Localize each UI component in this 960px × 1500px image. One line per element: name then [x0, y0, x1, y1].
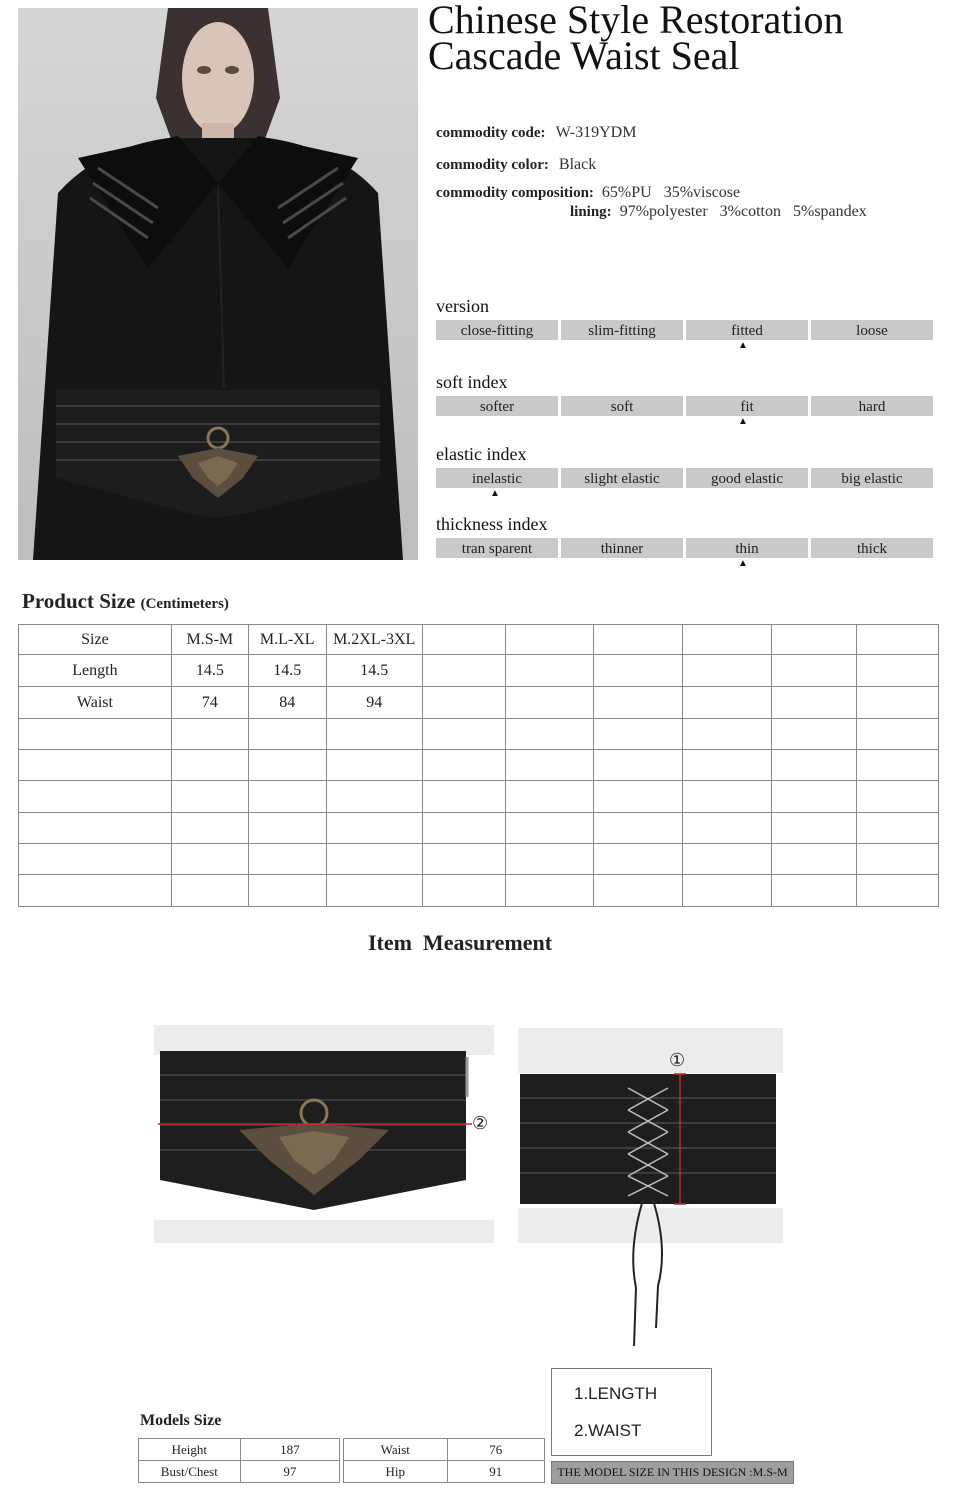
size-table-cell [248, 781, 326, 813]
model-waist-value: 76 [447, 1439, 544, 1461]
model-hip-label: Hip [344, 1461, 448, 1483]
selected-marker-icon: ▲ [738, 558, 748, 569]
commodity-composition-label: commodity composition: [436, 185, 594, 201]
models-size-table-right [343, 1438, 545, 1483]
size-table-cell [594, 719, 683, 750]
size-table-cell: 94 [326, 687, 422, 719]
selected-marker-icon: ▲ [738, 416, 748, 427]
index-bar [436, 468, 933, 488]
size-table-cell [772, 625, 857, 655]
product-size-heading [22, 589, 229, 614]
index-option: soft [561, 396, 683, 416]
size-table-cell [772, 813, 857, 844]
size-table-cell [171, 781, 248, 813]
index-soft [436, 372, 933, 427]
index-option: big elastic [811, 468, 933, 488]
size-table-cell [857, 844, 939, 875]
size-table-cell [19, 719, 172, 750]
size-table-cell [505, 687, 594, 719]
commodity-color-label: commodity color: [436, 157, 549, 173]
index-option: slight elastic [561, 468, 683, 488]
commodity-composition-row [436, 184, 740, 202]
models-size-table-left [138, 1438, 340, 1483]
size-table-row [19, 750, 939, 781]
size-table-cell: 14.5 [248, 655, 326, 687]
product-photo [18, 8, 418, 560]
size-table-cell [683, 875, 772, 907]
belt-front-image [154, 1025, 494, 1248]
size-table-cell [594, 781, 683, 813]
size-table-cell [422, 781, 505, 813]
size-table-cell [248, 719, 326, 750]
size-table-cell [19, 781, 172, 813]
size-table-cell [594, 655, 683, 687]
size-table-cell [326, 875, 422, 907]
size-table-cell: M.2XL-3XL [326, 625, 422, 655]
size-table-cell [326, 719, 422, 750]
product-title: Chinese Style Restoration Cascade Waist Seal [428, 0, 844, 78]
size-table-cell: 14.5 [171, 655, 248, 687]
index-option: thick [811, 538, 933, 558]
size-table-cell [505, 875, 594, 907]
size-table-cell [505, 625, 594, 655]
index-bar [436, 538, 933, 558]
size-table-cell [248, 875, 326, 907]
index-thickness [436, 514, 933, 569]
size-table-cell [505, 813, 594, 844]
commodity-code-label: commodity code: [436, 125, 546, 141]
item-measurement-title: Item Measurement [367, 930, 553, 955]
index-option: inelastic [436, 468, 558, 488]
size-table-cell [422, 844, 505, 875]
model-height-value: 187 [240, 1439, 339, 1461]
size-table-row [19, 687, 939, 719]
size-table-cell [683, 719, 772, 750]
size-table-cell [326, 750, 422, 781]
size-table-row [19, 625, 939, 655]
index-option: hard [811, 396, 933, 416]
size-table-cell [505, 719, 594, 750]
index-option: thin [686, 538, 808, 558]
index-bar [436, 396, 933, 416]
index-option: thinner [561, 538, 683, 558]
legend-waist: 2.WAIST [574, 1421, 642, 1440]
size-table-cell [594, 625, 683, 655]
index-option: fit [686, 396, 808, 416]
size-table-cell [422, 655, 505, 687]
size-table-cell [772, 719, 857, 750]
product-size-title: Product Size [22, 589, 136, 613]
size-table-cell: M.L-XL [248, 625, 326, 655]
index-option: close-fitting [436, 320, 558, 340]
measurement-legend [551, 1368, 712, 1456]
size-table-cell [326, 844, 422, 875]
size-table-cell [505, 655, 594, 687]
index-heading: version [436, 296, 489, 316]
index-version [436, 296, 933, 351]
callout-2-icon: ② [472, 1113, 489, 1133]
size-table-cell: 74 [171, 687, 248, 719]
size-table-row [19, 875, 939, 907]
index-option: loose [811, 320, 933, 340]
model-chest-value: 97 [240, 1461, 339, 1483]
size-table-row [19, 781, 939, 813]
size-table-cell: 84 [248, 687, 326, 719]
size-table-cell [326, 781, 422, 813]
size-table-cell [326, 813, 422, 844]
size-table-cell [857, 625, 939, 655]
size-table-cell [683, 655, 772, 687]
index-heading: soft index [436, 372, 508, 392]
index-option: good elastic [686, 468, 808, 488]
size-table-cell [422, 687, 505, 719]
models-size-title: Models Size [140, 1412, 222, 1429]
commodity-composition-value: 65%PU 35%viscose [601, 184, 741, 201]
size-table-cell [857, 875, 939, 907]
size-table-cell [857, 781, 939, 813]
size-table-cell [505, 844, 594, 875]
size-table-cell [171, 844, 248, 875]
index-option: tran sparent [436, 538, 558, 558]
size-table-cell: Length [19, 655, 172, 687]
size-table-cell: 14.5 [326, 655, 422, 687]
selected-marker-icon: ▲ [490, 488, 500, 499]
size-table-cell [772, 781, 857, 813]
size-table-cell [772, 750, 857, 781]
commodity-color-value: Black [558, 156, 597, 173]
model-chest-label: Bust/Chest [139, 1461, 241, 1483]
index-option: fitted [686, 320, 808, 340]
size-table-cell [171, 750, 248, 781]
model-size-note: THE MODEL SIZE IN THIS DESIGN :M.S-M [551, 1461, 794, 1484]
size-table-cell [683, 781, 772, 813]
model-height-label: Height [139, 1439, 241, 1461]
size-table-cell [772, 655, 857, 687]
size-table-cell [683, 813, 772, 844]
commodity-code-row [436, 124, 636, 142]
size-table-cell [422, 813, 505, 844]
index-option: softer [436, 396, 558, 416]
size-table-cell [422, 625, 505, 655]
size-table-cell [422, 875, 505, 907]
size-table-row [19, 719, 939, 750]
size-table-cell [683, 844, 772, 875]
index-heading: thickness index [436, 514, 548, 534]
selected-marker-icon: ▲ [738, 340, 748, 351]
product-size-unit: (Centimeters) [140, 596, 229, 612]
size-table-row [19, 655, 939, 687]
index-elastic [436, 444, 933, 499]
size-table-cell [857, 687, 939, 719]
size-table-cell [683, 625, 772, 655]
size-table-row [19, 844, 939, 875]
size-table-cell [171, 875, 248, 907]
size-table-cell [171, 813, 248, 844]
size-table-cell [248, 844, 326, 875]
product-size-table [18, 624, 939, 907]
size-table-cell [857, 813, 939, 844]
size-table-cell [683, 687, 772, 719]
size-table-cell [772, 875, 857, 907]
belt-back-image [518, 1028, 783, 1353]
index-bar [436, 320, 933, 340]
size-table-cell [772, 844, 857, 875]
model-hip-value: 91 [447, 1461, 544, 1483]
legend-length: 1.LENGTH [574, 1384, 658, 1403]
size-table-cell [594, 813, 683, 844]
size-table-cell [505, 781, 594, 813]
size-table-row [19, 813, 939, 844]
size-table-cell [683, 750, 772, 781]
lining-label: lining: [570, 204, 612, 220]
size-table-cell [772, 687, 857, 719]
size-table-cell: Waist [19, 687, 172, 719]
size-table-cell [857, 750, 939, 781]
index-heading: elastic index [436, 444, 527, 464]
size-table-cell [422, 750, 505, 781]
size-table-cell [594, 844, 683, 875]
size-table-cell [19, 875, 172, 907]
commodity-color-row [436, 156, 596, 174]
size-table-cell [19, 813, 172, 844]
size-table-cell [594, 750, 683, 781]
size-table-cell [857, 655, 939, 687]
size-table-cell [248, 750, 326, 781]
size-table-cell: Size [19, 625, 172, 655]
size-table-cell [248, 813, 326, 844]
callout-1-icon: ① [669, 1050, 686, 1070]
size-table-cell: M.S-M [171, 625, 248, 655]
size-table-cell [505, 750, 594, 781]
size-table-cell [171, 719, 248, 750]
size-table-cell [422, 719, 505, 750]
size-table-cell [857, 719, 939, 750]
model-waist-label: Waist [344, 1439, 448, 1461]
size-table-cell [594, 687, 683, 719]
lining-value: 97%polyester 3%cotton 5%spandex [619, 203, 867, 220]
index-option: slim-fitting [561, 320, 683, 340]
size-table-cell [19, 750, 172, 781]
lining-row [570, 203, 867, 221]
size-table-cell [594, 875, 683, 907]
size-table-cell [19, 844, 172, 875]
commodity-code-value: W-319YDM [555, 124, 637, 141]
